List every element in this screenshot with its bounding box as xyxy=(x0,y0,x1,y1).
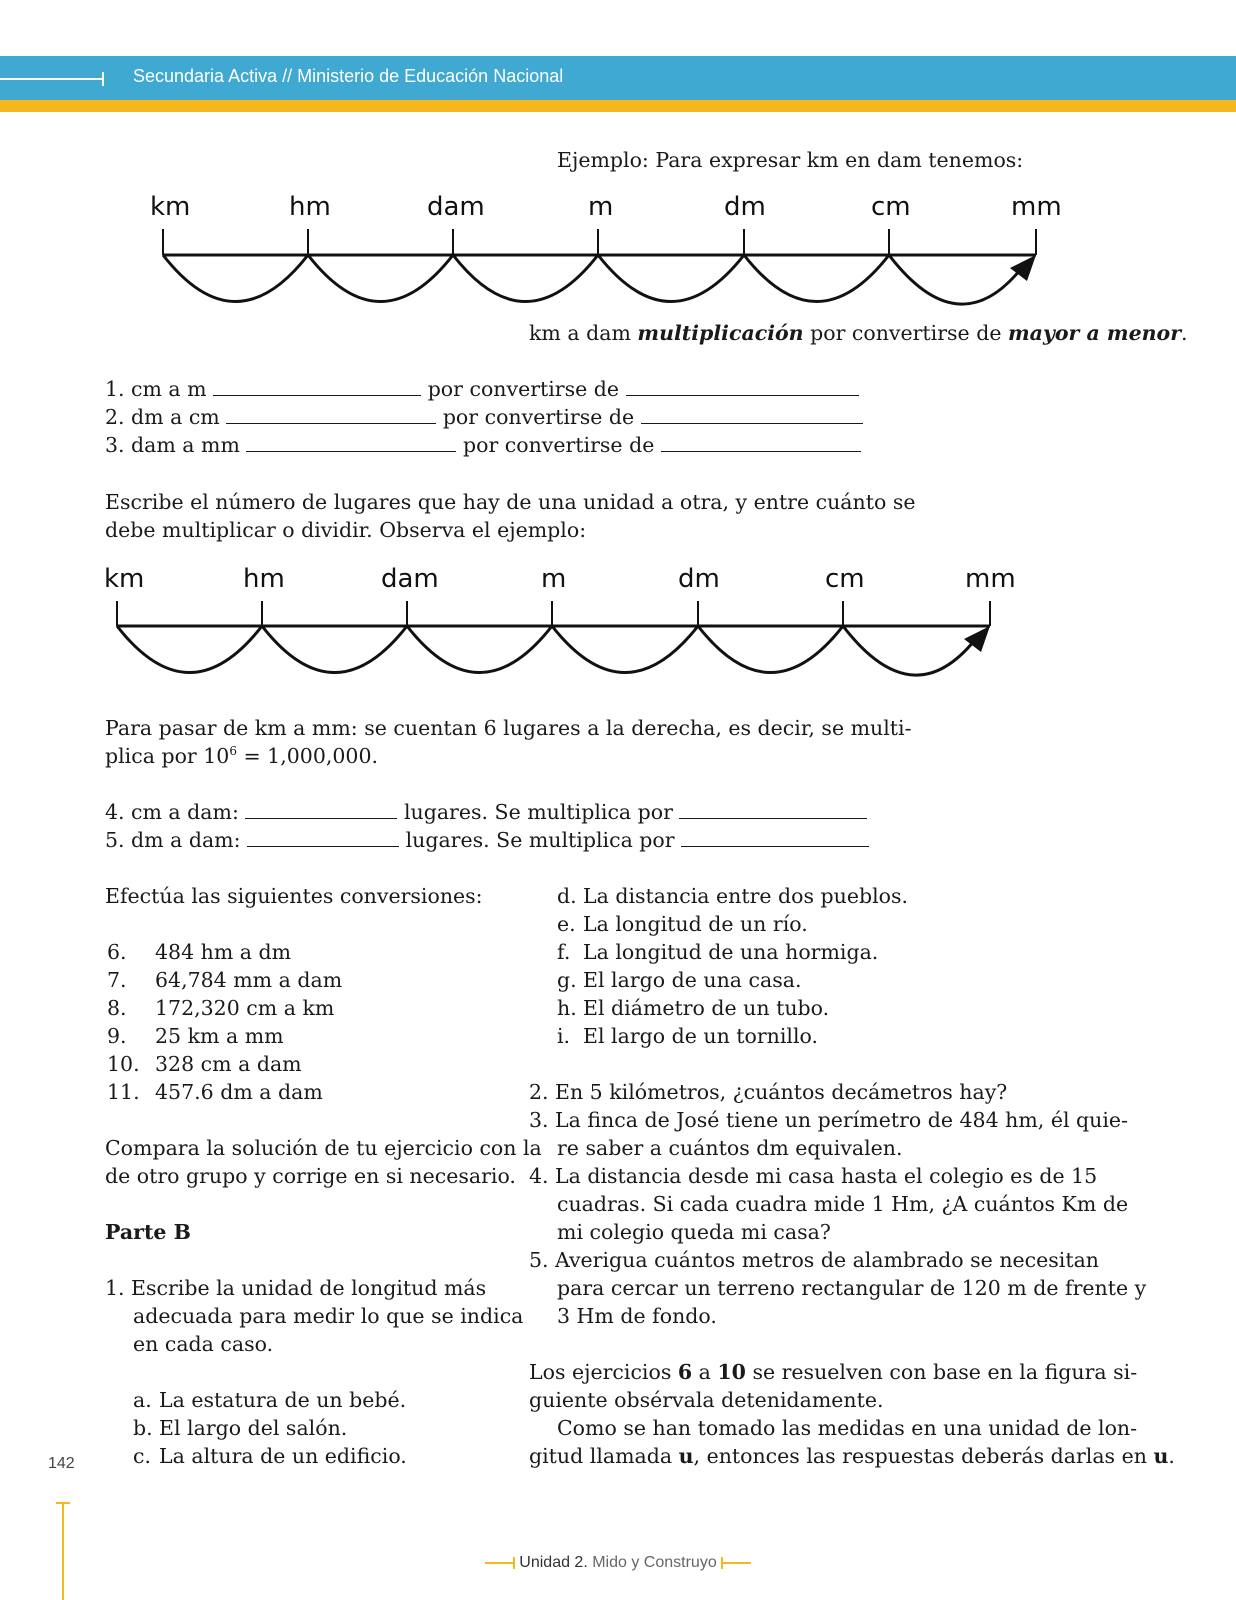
scale1-label-km: km xyxy=(150,192,191,222)
explanation-line-1: Para pasar de km a mm: se cuentan 6 lugares a la derecha, es decir, se multi- xyxy=(105,716,912,740)
figure-intro-line-2: guiente obsérvala detenidamente. xyxy=(529,1388,884,1412)
scale2-label-m: m xyxy=(541,564,567,594)
scale2-ticks xyxy=(117,601,990,626)
conversion-item: 7. 64,784 mm a dam xyxy=(107,968,343,992)
answer-blank[interactable] xyxy=(247,828,399,847)
parte-b-question-1-line-1: 1. Escribe la unidad de longitud más xyxy=(105,1276,487,1300)
instruction-line-2: debe multiplicar o dividir. Observa el ejemplo: xyxy=(105,518,587,542)
compare-line-2: de otro grupo y corrige en si necesario. xyxy=(105,1164,516,1188)
question-5-line-2: para cercar un terreno rectangular de 120 m de frente y xyxy=(557,1276,1147,1300)
question-2: 2. En 5 kilómetros, ¿cuántos decámetros hay? xyxy=(529,1080,1008,1104)
scale1-label-mm: mm xyxy=(1011,192,1062,222)
question-4-line-3: mi colegio queda mi casa? xyxy=(557,1220,831,1244)
conversion-item: 11. 457.6 dm a dam xyxy=(107,1080,323,1104)
scale2-label-dm: dm xyxy=(678,564,720,594)
question-3-line-2: re saber a cuántos dm equivalen. xyxy=(557,1136,903,1160)
question-5-line-3: 3 Hm de fondo. xyxy=(557,1304,717,1328)
parte-b-heading: Parte B xyxy=(105,1220,191,1244)
figure-intro-line-1: Los ejercicios 6 a 10 se resuelven con base en la figura si- xyxy=(529,1360,1138,1384)
scale1-label-m: m xyxy=(588,192,614,222)
unit-note-line-1: Como se han tomado las medidas en una unidad de lon- xyxy=(557,1416,1138,1440)
subitem-g: g. El largo de una casa. xyxy=(557,968,802,992)
explanation-line-2: plica por $10^6 = 1,000,000$. xyxy=(105,744,379,768)
exercise-2: 2. dm a cm por convertirse de xyxy=(105,405,863,429)
parte-b-question-1-line-3: en cada caso. xyxy=(133,1332,274,1356)
instruction-line-1: Escribe el número de lugares que hay de una unidad a otra, y entre cuánto se xyxy=(105,490,916,514)
scale1-label-hm: hm xyxy=(289,192,331,222)
subitem-i: i. El largo de un tornillo. xyxy=(557,1024,819,1048)
unit-note-line-2: gitud llamada u, entonces las respuestas deberás darlas en u. xyxy=(529,1444,1175,1468)
conversion-item: 8. 172,320 cm a km xyxy=(107,996,335,1020)
subitem-c: c. La altura de un edificio. xyxy=(133,1444,407,1468)
footer-tick-left xyxy=(513,1557,515,1569)
answer-blank[interactable] xyxy=(681,828,869,847)
scale1-label-dm: dm xyxy=(724,192,766,222)
question-4-line-1: 4. La distancia desde mi casa hasta el colegio es de 15 xyxy=(529,1164,1098,1188)
footer xyxy=(0,1554,1236,1572)
parte-b-question-1-line-2: adecuada para medir lo que se indica xyxy=(133,1304,524,1328)
conversion-item: 10. 328 cm a dam xyxy=(107,1052,302,1076)
scale2-label-dam: dam xyxy=(381,564,439,594)
question-4-line-2: cuadras. Si cada cuadra mide 1 Hm, ¿A cuántos Km de xyxy=(557,1192,1129,1216)
scale1-label-cm: cm xyxy=(871,192,911,222)
scale2-label-cm: cm xyxy=(825,564,865,594)
footer-unit: Unidad 2. xyxy=(519,1554,588,1571)
margin-rule xyxy=(62,1502,64,1600)
footer-rule-left xyxy=(485,1562,513,1564)
scale2-label-km: km xyxy=(104,564,145,594)
subitem-d: d. La distancia entre dos pueblos. xyxy=(557,884,909,908)
exercise-4: 4. cm a dam: lugares. Se multiplica por xyxy=(105,800,867,824)
subitem-e: e. La longitud de un río. xyxy=(557,912,808,936)
scale2-label-hm: hm xyxy=(243,564,285,594)
page-number: 142 xyxy=(48,1455,75,1472)
footer-rule-right xyxy=(723,1562,751,1564)
scale2-arcs xyxy=(117,626,974,675)
subitem-h: h. El diámetro de un tubo. xyxy=(557,996,830,1020)
subitem-a: a. La estatura de un bebé. xyxy=(133,1388,407,1412)
compare-line-1: Compara la solución de tu ejercicio con la xyxy=(105,1136,542,1160)
header-title: Secundaria Activa // Ministerio de Educación Nacional xyxy=(133,66,564,86)
conversion-item: 9. 25 km a mm xyxy=(107,1024,284,1048)
answer-blank[interactable] xyxy=(245,800,397,819)
exercise-3: 3. dam a mm por convertirse de xyxy=(105,433,861,457)
question-5-line-1: 5. Averigua cuántos metros de alambrado se necesitan xyxy=(529,1248,1100,1272)
conversion-item: 6. 484 hm a dm xyxy=(107,940,292,964)
exercise-5: 5. dm a dam: lugares. Se multiplica por xyxy=(105,828,869,852)
scale2-label-mm: mm xyxy=(965,564,1016,594)
exercise-1: 1. cm a m por convertirse de xyxy=(105,377,859,401)
example-intro: Ejemplo: Para expresar km en dam tenemos: xyxy=(557,148,1024,172)
subitem-b: b. El largo del salón. xyxy=(133,1416,348,1440)
footer-title: Mido y Construyo xyxy=(587,1554,717,1571)
unit-scale-diagram-2 xyxy=(0,0,1236,700)
scale1-label-dam: dam xyxy=(427,192,485,222)
subitem-f: f. La longitud de una hormiga. xyxy=(557,940,879,964)
answer-blank[interactable] xyxy=(679,800,867,819)
conversions-heading: Efectúa las siguientes conversiones: xyxy=(105,884,483,908)
question-3-line-1: 3. La finca de José tiene un perímetro de 484 hm, él quie- xyxy=(529,1108,1128,1132)
example-caption: km a dam multiplicación por convertirse de mayor a menor. xyxy=(529,321,1188,345)
